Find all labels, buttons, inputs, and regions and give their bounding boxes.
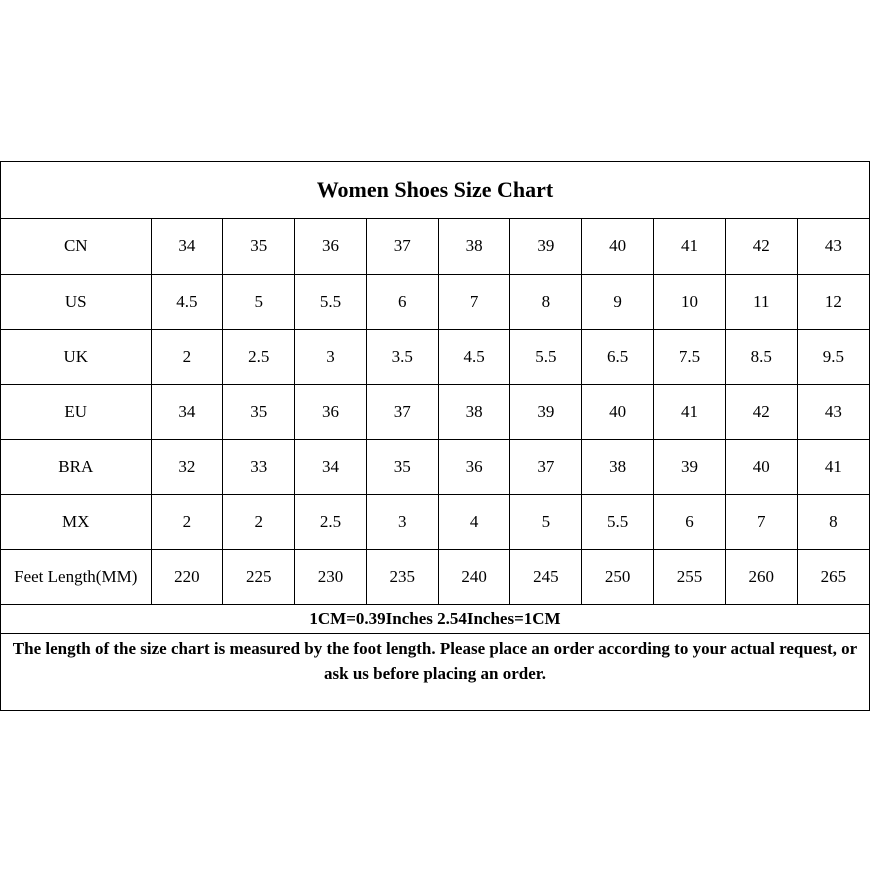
size-cell: 41 bbox=[654, 219, 726, 274]
size-cell: 40 bbox=[582, 219, 654, 274]
size-cell: 40 bbox=[725, 439, 797, 494]
size-cell: 36 bbox=[438, 439, 510, 494]
size-cell: 220 bbox=[151, 549, 223, 604]
size-cell: 225 bbox=[223, 549, 295, 604]
size-cell: 33 bbox=[223, 439, 295, 494]
size-cell: 37 bbox=[366, 219, 438, 274]
row-label: EU bbox=[1, 384, 151, 439]
size-table-body bbox=[1, 219, 869, 604]
size-cell: 265 bbox=[797, 549, 869, 604]
size-cell: 2.5 bbox=[295, 494, 367, 549]
size-cell: 39 bbox=[510, 219, 582, 274]
size-cell: 41 bbox=[654, 384, 726, 439]
size-cell: 40 bbox=[582, 384, 654, 439]
size-cell: 8 bbox=[797, 494, 869, 549]
size-cell: 7.5 bbox=[654, 329, 726, 384]
size-cell: 240 bbox=[438, 549, 510, 604]
chart-title: Women Shoes Size Chart bbox=[1, 162, 869, 219]
size-cell: 4.5 bbox=[151, 274, 223, 329]
size-cell: 37 bbox=[366, 384, 438, 439]
size-cell: 4 bbox=[438, 494, 510, 549]
size-row-cn bbox=[1, 219, 869, 274]
size-cell: 235 bbox=[366, 549, 438, 604]
size-cell: 2 bbox=[223, 494, 295, 549]
row-label: Feet Length(MM) bbox=[1, 549, 151, 604]
row-label: MX bbox=[1, 494, 151, 549]
size-cell: 42 bbox=[725, 384, 797, 439]
size-row-feet-length-mm bbox=[1, 549, 869, 604]
size-cell: 3 bbox=[295, 329, 367, 384]
size-cell: 2 bbox=[151, 329, 223, 384]
size-cell: 5 bbox=[510, 494, 582, 549]
size-cell: 3.5 bbox=[366, 329, 438, 384]
row-label: UK bbox=[1, 329, 151, 384]
size-row-uk bbox=[1, 329, 869, 384]
size-cell: 250 bbox=[582, 549, 654, 604]
size-cell: 5.5 bbox=[295, 274, 367, 329]
size-cell: 11 bbox=[725, 274, 797, 329]
size-cell: 9.5 bbox=[797, 329, 869, 384]
size-cell: 230 bbox=[295, 549, 367, 604]
size-cell: 6.5 bbox=[582, 329, 654, 384]
size-cell: 38 bbox=[438, 219, 510, 274]
size-cell: 2 bbox=[151, 494, 223, 549]
size-cell: 34 bbox=[151, 384, 223, 439]
size-cell: 5 bbox=[223, 274, 295, 329]
size-cell: 35 bbox=[223, 219, 295, 274]
size-cell: 35 bbox=[366, 439, 438, 494]
size-cell: 6 bbox=[654, 494, 726, 549]
size-row-mx bbox=[1, 494, 869, 549]
size-cell: 6 bbox=[366, 274, 438, 329]
measurement-note: The length of the size chart is measured by the foot length. Please place an order according to your actual request, or ask us before placing an order. bbox=[12, 638, 858, 683]
size-cell: 5.5 bbox=[510, 329, 582, 384]
size-cell: 3 bbox=[366, 494, 438, 549]
size-cell: 39 bbox=[654, 439, 726, 494]
size-cell: 5.5 bbox=[582, 494, 654, 549]
size-cell: 8.5 bbox=[725, 329, 797, 384]
size-cell: 43 bbox=[797, 384, 869, 439]
size-cell: 260 bbox=[725, 549, 797, 604]
size-cell: 41 bbox=[797, 439, 869, 494]
size-row-eu bbox=[1, 384, 869, 439]
size-cell: 39 bbox=[510, 384, 582, 439]
size-cell: 10 bbox=[654, 274, 726, 329]
size-cell: 7 bbox=[725, 494, 797, 549]
size-cell: 38 bbox=[582, 439, 654, 494]
size-cell: 7 bbox=[438, 274, 510, 329]
row-label: BRA bbox=[1, 439, 151, 494]
size-cell: 8 bbox=[510, 274, 582, 329]
conversion-note: 1CM=0.39Inches 2.54Inches=1CM bbox=[1, 605, 869, 634]
size-cell: 4.5 bbox=[438, 329, 510, 384]
size-cell: 35 bbox=[223, 384, 295, 439]
size-chart bbox=[0, 161, 870, 711]
size-cell: 37 bbox=[510, 439, 582, 494]
size-cell: 36 bbox=[295, 384, 367, 439]
size-cell: 2.5 bbox=[223, 329, 295, 384]
row-label: US bbox=[1, 274, 151, 329]
size-cell: 245 bbox=[510, 549, 582, 604]
size-cell: 34 bbox=[295, 439, 367, 494]
size-cell: 12 bbox=[797, 274, 869, 329]
size-row-bra bbox=[1, 439, 869, 494]
size-cell: 42 bbox=[725, 219, 797, 274]
size-cell: 255 bbox=[654, 549, 726, 604]
size-cell: 43 bbox=[797, 219, 869, 274]
size-cell: 9 bbox=[582, 274, 654, 329]
size-table bbox=[1, 219, 869, 605]
size-row-us bbox=[1, 274, 869, 329]
size-cell: 34 bbox=[151, 219, 223, 274]
size-cell: 36 bbox=[295, 219, 367, 274]
size-cell: 38 bbox=[438, 384, 510, 439]
row-label: CN bbox=[1, 219, 151, 274]
size-cell: 32 bbox=[151, 439, 223, 494]
